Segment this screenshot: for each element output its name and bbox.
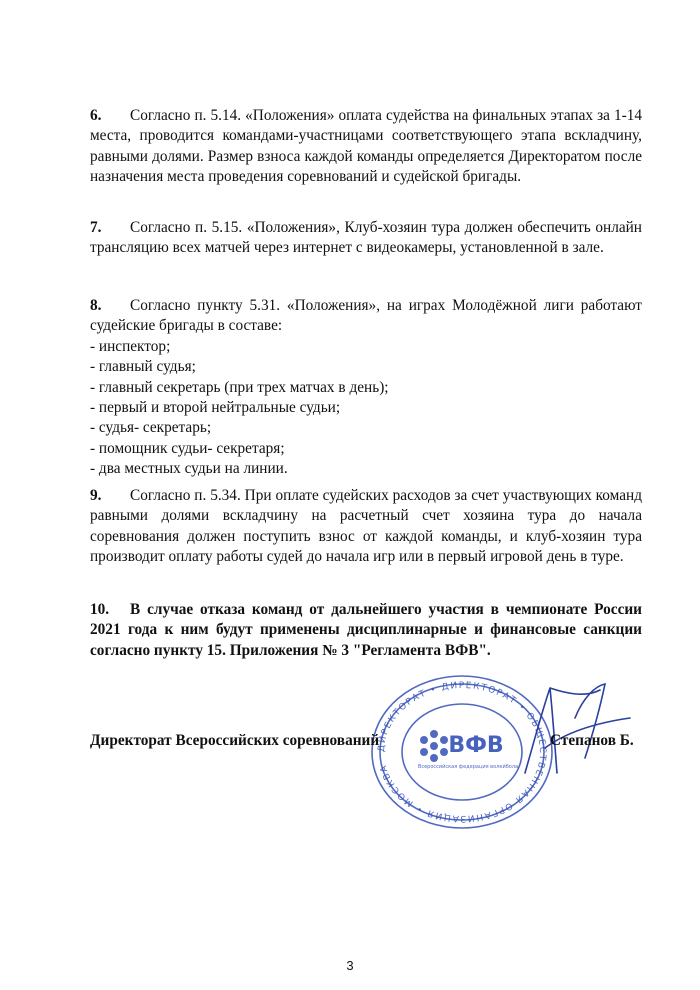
signature-left: Директорат Всероссийских соревнований bbox=[90, 732, 380, 749]
signature-right: Степанов Б. bbox=[550, 732, 634, 749]
list-item: - главный судья; bbox=[90, 358, 196, 376]
paragraph-number: 7. bbox=[90, 219, 102, 236]
paragraph-7 bbox=[90, 218, 642, 259]
list-item: - два местных судьи на линии. bbox=[90, 460, 288, 478]
page-number: 3 bbox=[346, 958, 354, 973]
stamp-logo-text: ВФВ bbox=[448, 733, 504, 758]
list-item: - главный секретарь (при трех матчах в день); bbox=[90, 378, 389, 396]
paragraph-6 bbox=[90, 106, 642, 188]
paragraph-text: В случае отказа команд от дальнейшего участия в чемпионате России 2021 года к ним будут применены дисциплинарные и финансовые санкции согласно пункту 15. Приложения № 3 "Регламента ВФВ". bbox=[90, 601, 642, 659]
paragraph-number: 9. bbox=[90, 487, 102, 504]
paragraph-text: Согласно пункту 5.31. «Положения», на играх Молодёжной лиги работают судейские бригады в составе: bbox=[90, 297, 642, 335]
paragraph-text: Согласно п. 5.34. При оплате судейских расходов за счет участвующих команд равными долями вскладчину на расчетный счет хозяина тура до начала соревнования должен поступить взнос от каждой команды, и клуб-хозяин тура производит оплату работы судей до начала игр или в первый игровой день в туре. bbox=[90, 487, 642, 566]
list-item: - судья- секретарь; bbox=[90, 419, 212, 437]
list-item: - инспектор; bbox=[90, 337, 171, 355]
paragraph-number: 8. bbox=[90, 297, 102, 314]
paragraph-text: Согласно п. 5.14. «Положения» оплата судейства на финальных этапах за 1-14 места, проводится командами-участницами соответствующего этапа вскладчину, равными долями. Размер взноса каждой команды определяется Директоратом после назначения места проведения соревнований и судейской бригады. bbox=[90, 107, 642, 186]
paragraph-text: Согласно п. 5.15. «Положения», Клуб-хозяин тура должен обеспечить онлайн трансляцию всех матчей через интернет с видеокамеры, установленной в зале. bbox=[90, 219, 642, 257]
list-item: - помощник судьи- секретаря; bbox=[90, 439, 285, 457]
volleyball-icon bbox=[420, 730, 448, 762]
list-item: - первый и второй нейтральные судьи; bbox=[90, 399, 341, 417]
paragraph-8 bbox=[90, 296, 642, 480]
paragraph-number: 6. bbox=[90, 107, 102, 124]
paragraph-9 bbox=[90, 486, 642, 568]
stamp-outer-text: ДИРЕКТОРАТ • ДИРЕКТОРАТ • ОБЩЕСТВЕННАЯ ОРГАНИЗАЦИЯ • МОСКВА bbox=[376, 680, 548, 824]
stamp-inner-text: Всероссийская федерация волейбола bbox=[417, 764, 519, 770]
paragraph-10 bbox=[90, 600, 642, 661]
paragraph-number: 10. bbox=[90, 601, 110, 618]
